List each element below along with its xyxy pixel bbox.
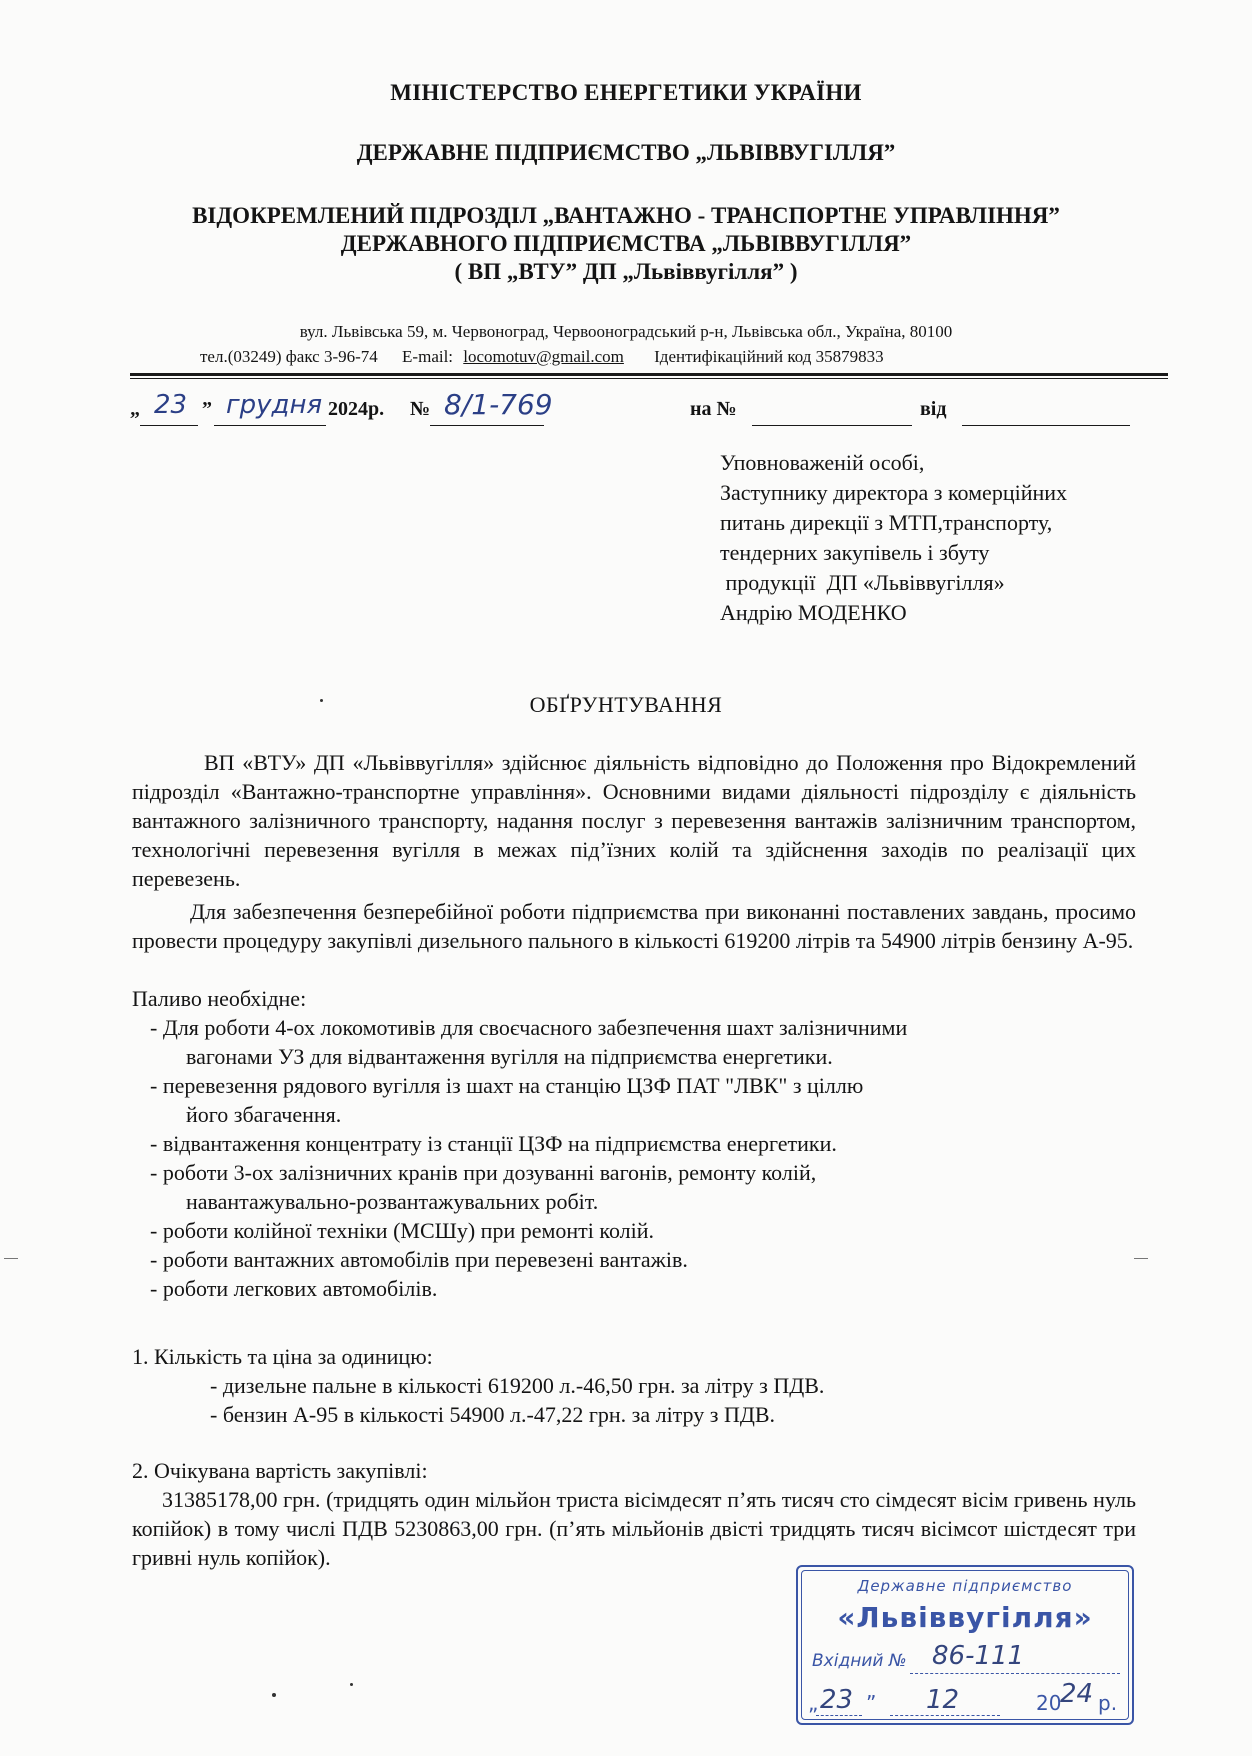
- identification-code: Ідентифікаційний код 35879833: [654, 347, 884, 366]
- stamp-day-line: [816, 1715, 862, 1716]
- list-item: [150, 1013, 1110, 1071]
- scan-edge-mark: [1134, 1258, 1148, 1259]
- stamp-year-prefix: 20: [1036, 1691, 1062, 1715]
- stamp-day: 23: [820, 1685, 854, 1715]
- stamp-year: 24: [1060, 1679, 1094, 1709]
- addressee-line: Уповноваженій особі,: [720, 450, 925, 475]
- stamp-incoming-number: 86-111: [932, 1641, 1025, 1671]
- list-item-text: - Для роботи 4-ох локомотивів для своєчасного забезпечення шахт залізничними: [150, 1015, 908, 1040]
- reference-underline: [752, 424, 912, 426]
- stamp-quote-open: „: [808, 1691, 819, 1715]
- from-label: від: [920, 398, 947, 420]
- list-item: [150, 1129, 1110, 1158]
- addressee-line: Андрію МОДЕНКО: [720, 600, 907, 625]
- incoming-registration-stamp: [796, 1565, 1134, 1725]
- section-quantity-list: [210, 1371, 1110, 1429]
- stamp-quote-close: ”: [866, 1691, 877, 1715]
- date-year: 2024р.: [328, 398, 385, 420]
- document-title: ОБҐРУНТУВАННЯ: [529, 692, 723, 717]
- ministry-heading: МІНІСТЕРСТВО ЕНЕРГЕТИКИ УКРАЇНИ: [390, 80, 862, 105]
- scan-speck: [272, 1693, 276, 1697]
- scan-speck: [320, 699, 323, 702]
- month-underline: [214, 424, 326, 426]
- day-underline: [140, 424, 198, 426]
- section-cost-heading: 2. Очікувана вартість закупівлі:: [132, 1458, 428, 1483]
- contacts-line: [200, 347, 1100, 367]
- header-divider-thick: [130, 373, 1168, 376]
- division-line-2: ДЕРЖАВНОГО ПІДПРИЄМСТВА „ЛЬВІВВУГІЛЛЯ”: [340, 231, 912, 256]
- stamp-month: 12: [926, 1685, 960, 1715]
- list-item: [150, 1216, 1110, 1245]
- list-item-text: - перевезення рядового вугілля із шахт на станцію ЦЗФ ПАТ "ЛВК" з ціллю: [150, 1073, 864, 1098]
- paragraph-request: Для забезпечення безперебійної роботи підприємства при виконанні поставлених завдань, просимо провести процедуру закупівлі дизельного пального в кількості 619200 літрів та 54900 літрів бензину А-95.: [132, 899, 1136, 953]
- stamp-incoming-label: Вхідний №: [812, 1651, 907, 1671]
- enterprise-heading: ДЕРЖАВНЕ ПІДПРИЄМСТВО „ЛЬВІВВУГІЛЛЯ”: [356, 140, 896, 165]
- stamp-month-line: [890, 1715, 1000, 1716]
- stamp-company-name: «Львіввугілля»: [837, 1601, 1093, 1634]
- list-item-continuation: вагонами УЗ для відвантаження вугілля на підприємства енергетики.: [186, 1044, 833, 1069]
- list-item-text: - відвантаження концентрату із станції ЦЗФ на підприємства енергетики.: [150, 1131, 837, 1156]
- handwritten-month: грудня: [226, 390, 323, 420]
- division-line-1: ВІДОКРЕМЛЕНИЙ ПІДРОЗДІЛ „ВАНТАЖНО - ТРАНСПОРТНЕ УПРАВЛІННЯ”: [192, 203, 1060, 228]
- fuel-needs-list: [150, 1013, 1110, 1303]
- list-item-text: - роботи колійної техніки (МСШу) при ремонті колій.: [150, 1218, 655, 1243]
- from-underline: [962, 424, 1130, 426]
- list-item-text: - роботи 3-ох залізничних кранів при дозуванні вагонів, ремонту колій,: [150, 1160, 817, 1185]
- email-link[interactable]: locomotuv@gmail.com: [463, 347, 624, 366]
- handwritten-number: 8/1-769: [444, 388, 553, 421]
- addressee-block: [720, 448, 1160, 628]
- addressee-line: продукції ДП «Львіввугілля»: [720, 570, 1005, 595]
- price-item-diesel: - дизельне пальне в кількості 619200 л.-46,50 грн. за літру з ПДВ.: [210, 1373, 825, 1398]
- division-heading: [0, 202, 1252, 286]
- date-open-quote: „: [130, 398, 140, 420]
- list-item: [150, 1158, 1110, 1216]
- header-divider-thin: [130, 378, 1168, 379]
- stamp-year-suffix: р.: [1098, 1691, 1118, 1715]
- outgoing-date-line: [130, 388, 1130, 432]
- scan-edge-mark: [4, 1258, 18, 1259]
- fuel-heading: Паливо необхідне:: [132, 986, 307, 1011]
- number-label: №: [410, 398, 431, 420]
- stamp-organization: Державне підприємство: [857, 1577, 1073, 1595]
- stamp-number-line: [910, 1673, 1120, 1674]
- address-line: вул. Львівська 59, м. Червоноград, Червооноградський р-н, Львівська обл., Україна, 80100: [299, 322, 953, 341]
- addressee-line: Заступнику директора з комерційних: [720, 480, 1068, 505]
- division-line-3: ( ВП „ВТУ” ДП „Львіввугілля” ): [454, 259, 798, 284]
- email-label: E-mail:: [402, 347, 454, 366]
- list-item: [150, 1274, 1110, 1303]
- list-item: [150, 1245, 1110, 1274]
- section-quantity-heading: 1. Кількість та ціна за одиницю:: [132, 1344, 433, 1369]
- handwritten-day: 23: [154, 390, 188, 420]
- list-item-continuation: його збагачення.: [186, 1102, 342, 1127]
- scan-speck: [350, 1683, 353, 1686]
- list-item: [150, 1071, 1110, 1129]
- paragraph-activity: ВП «ВТУ» ДП «Львіввугілля» здійснює діяльність відповідно до Положення про Відокремлений підрозділ «Вантажно-транспортне управління». Основними видами діяльності підрозділу є діяльність вантажного залізничного транспорту, надання послуг з перевезення вантажів залізничним транспортом, технологічні перевезення вугілля в межах під’їзних колій та здійснення заходів по реалізації цих перевезень.: [132, 750, 1136, 891]
- price-item-petrol: - бензин А-95 в кількості 54900 л.-47,22 грн. за літру з ПДВ.: [210, 1402, 776, 1427]
- section-cost-text: 31385178,00 грн. (тридцять один мільйон триста вісімдесят п’ять тисяч сто сімдесят вісім гривень нуль копійок) в тому числі ПДВ 5230863,00 грн. (п’ять мільйонів двісті тридцять тисяч вісімсот шістдесят три гривні нуль копійок).: [132, 1487, 1136, 1570]
- phone-fax: тел.(03249) факс 3-96-74: [200, 347, 378, 366]
- list-item-text: - роботи вантажних автомобілів при перевезені вантажів.: [150, 1247, 688, 1272]
- date-close-quote: ”: [202, 398, 212, 420]
- reference-label: на №: [690, 398, 737, 420]
- addressee-line: питань дирекції з МТП,транспорту,: [720, 510, 1053, 535]
- addressee-line: тендерних закупівель і збуту: [720, 540, 990, 565]
- list-item-continuation: навантажувально-розвантажувальних робіт.: [186, 1189, 599, 1214]
- number-underline: [430, 424, 544, 426]
- list-item-text: - роботи легкових автомобілів.: [150, 1276, 438, 1301]
